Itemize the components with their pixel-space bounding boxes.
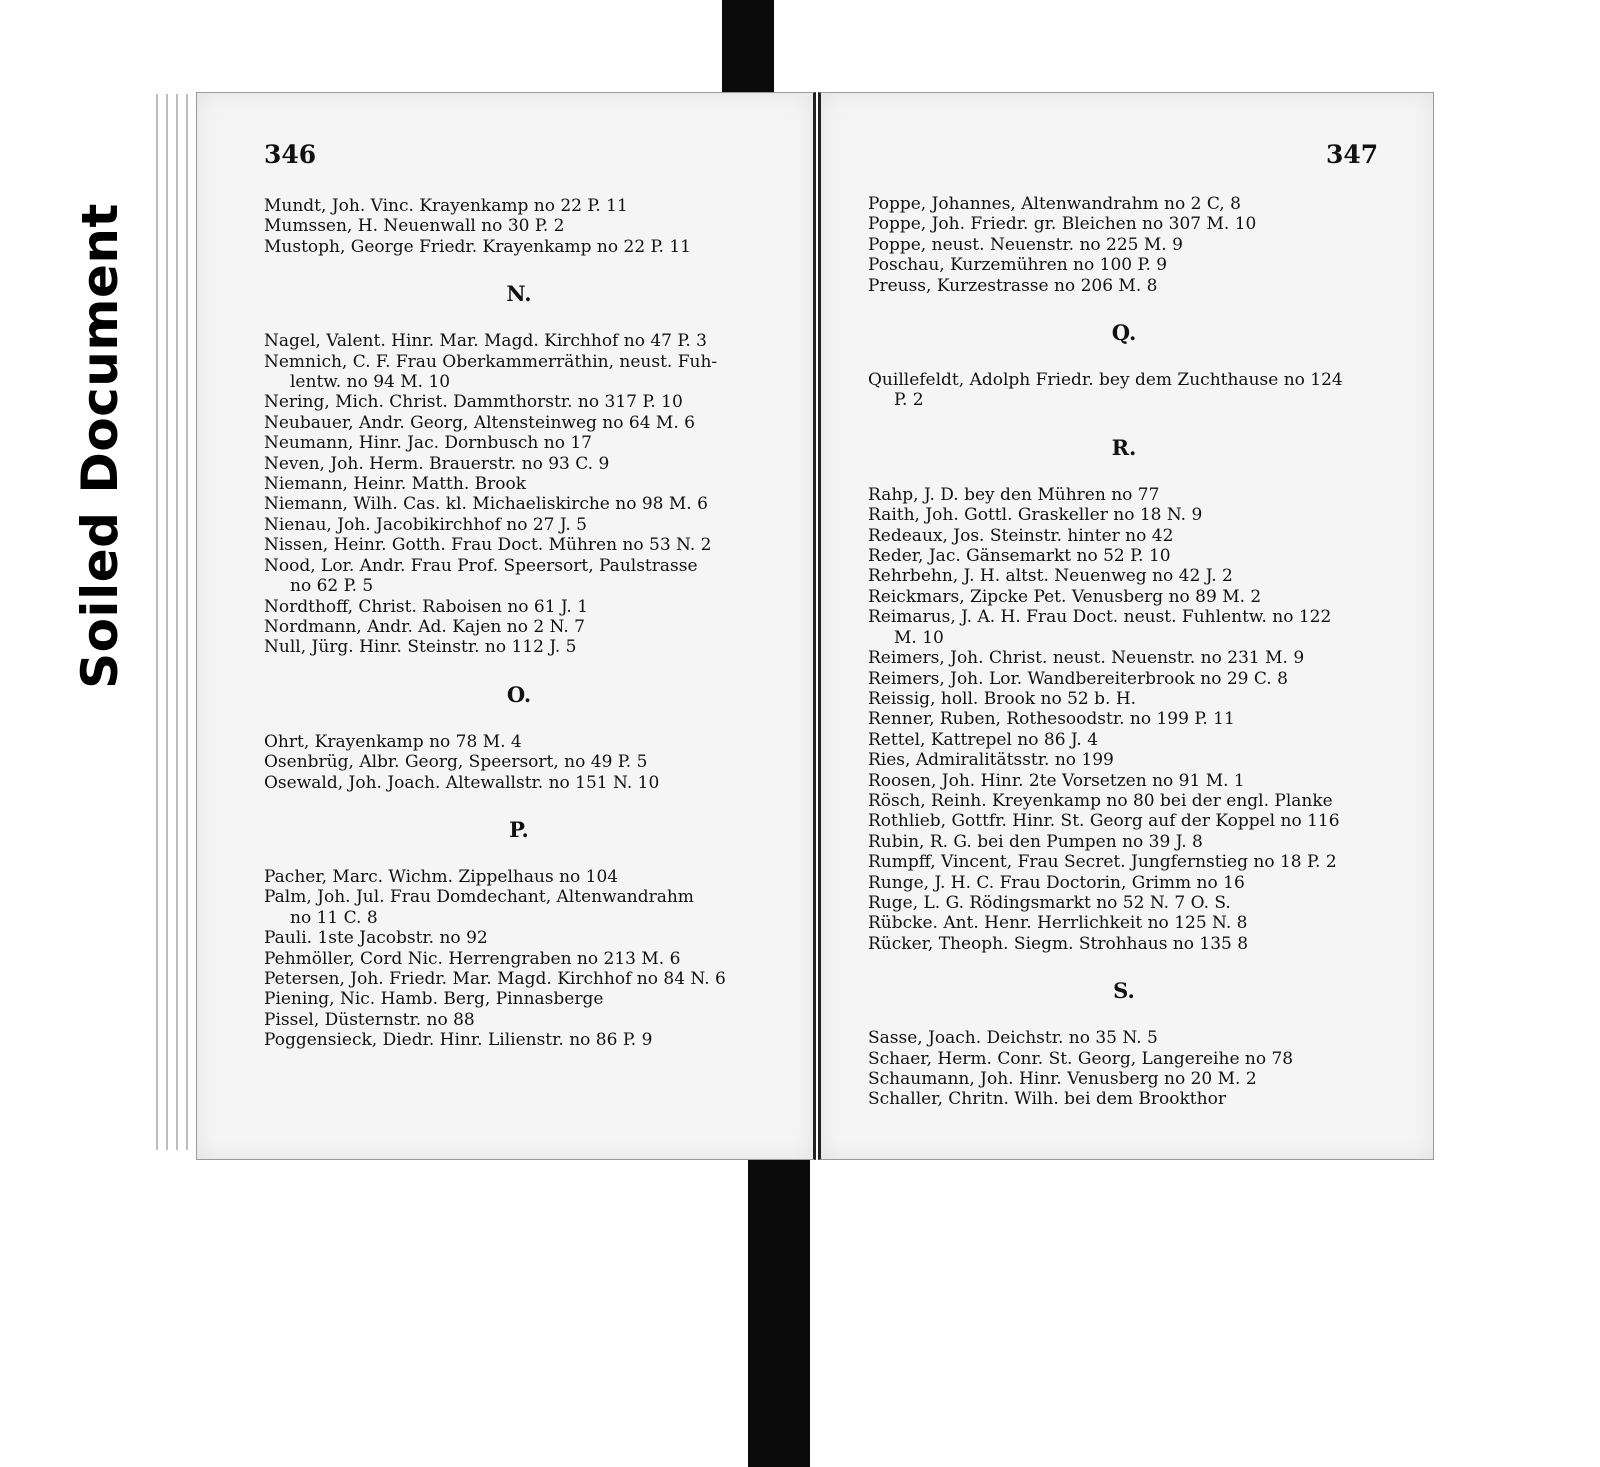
directory-entry <box>868 566 1380 586</box>
entry-text: Nagel, Valent. Hinr. Mar. Magd. Kirchhof no 47 P. 3 <box>264 331 707 352</box>
entry-text: Preuss, Kurzestrasse no 206 M. 8 <box>868 275 1158 296</box>
entry-text: Nienau, Joh. Jacobikirchhof no 27 J. 5 <box>264 514 587 535</box>
entry-continuation: lentw. no 94 M. 10 <box>290 372 451 393</box>
directory-entry <box>264 732 774 752</box>
directory-entry <box>868 255 1380 275</box>
directory-entry <box>868 811 1380 831</box>
entry-text: Rücker, Theoph. Siegm. Strohhaus no 135 8 <box>868 933 1249 954</box>
directory-entry <box>264 556 774 597</box>
entry-text: Schaer, Herm. Conr. St. Georg, Langereihe no 78 <box>868 1048 1294 1069</box>
directory-entry <box>264 752 774 772</box>
entry-text: Pacher, Marc. Wichm. Zippelhaus no 104 <box>264 866 619 887</box>
entry-continuation: no 11 C. 8 <box>290 907 378 928</box>
entry-text: Neumann, Hinr. Jac. Dornbusch no 17 <box>264 433 592 454</box>
entry-text: Quillefeldt, Adolph Friedr. bey dem Zuchthause no 124 <box>868 370 1343 391</box>
directory-entry <box>264 454 774 474</box>
directory-entry <box>868 709 1380 729</box>
directory-entry <box>264 969 774 989</box>
directory-entry <box>264 494 774 514</box>
edge-line <box>176 94 178 1150</box>
directory-entry <box>868 1028 1380 1048</box>
entry-text: Mundt, Joh. Vinc. Krayenkamp no 22 P. 11 <box>264 196 628 216</box>
directory-entry <box>264 216 774 236</box>
section-letter: S. <box>1113 978 1135 1004</box>
section-letter: O. <box>506 681 532 707</box>
book-page-edges <box>152 94 202 1150</box>
directory-entry <box>868 852 1380 872</box>
entry-text: Poppe, neust. Neuenstr. no 225 M. 9 <box>868 234 1183 255</box>
entry-text: Reickmars, Zipcke Pet. Venusberg no 89 M. 2 <box>868 586 1262 607</box>
directory-entry <box>264 989 774 1009</box>
entry-text: Rettel, Kattrepel no 86 J. 4 <box>868 729 1099 750</box>
entry-continuation: P. 2 <box>894 390 924 411</box>
entry-text: Schaller, Chritn. Wilh. bei dem Brookthor <box>868 1089 1226 1110</box>
entry-text: Rösch, Reinh. Kreyenkamp no 80 bei der engl. Planke <box>868 790 1333 811</box>
directory-entry <box>264 887 774 928</box>
directory-entry <box>868 689 1380 709</box>
entry-text: Sasse, Joach. Deichstr. no 35 N. 5 <box>868 1028 1158 1049</box>
directory-entry <box>264 949 774 969</box>
entry-text: Nood, Lor. Andr. Frau Prof. Speersort, Paulstrasse <box>264 555 698 576</box>
entry-text: Rubin, R. G. bei den Pumpen no 39 J. 8 <box>868 831 1203 852</box>
directory-entry <box>868 526 1380 546</box>
directory-entry <box>868 771 1380 791</box>
directory-entry <box>264 237 774 257</box>
directory-entry <box>868 214 1380 234</box>
directory-entry <box>868 1089 1380 1109</box>
directory-entry <box>868 648 1380 668</box>
entry-text: Schaumann, Joh. Hinr. Venusberg no 20 M. 2 <box>868 1069 1257 1089</box>
section-letter: P. <box>509 816 529 842</box>
entry-text: Ruge, L. G. Rödingsmarkt no 52 N. 7 O. S. <box>868 892 1231 913</box>
right-page-directory <box>868 194 1380 1110</box>
entry-text: Poschau, Kurzemühren no 100 P. 9 <box>868 255 1168 276</box>
entry-text: Piening, Nic. Hamb. Berg, Pinnasberge <box>264 989 604 1010</box>
left-page-number: 346 <box>264 140 317 169</box>
directory-entry <box>868 730 1380 750</box>
directory-entry <box>264 1030 774 1050</box>
entry-text: Roosen, Joh. Hinr. 2te Vorsetzen no 91 M. 1 <box>868 770 1245 791</box>
directory-entry <box>264 392 774 412</box>
soiled-document-stamp <box>46 186 154 706</box>
directory-entry <box>264 474 774 494</box>
directory-entry <box>868 370 1380 411</box>
directory-entry <box>868 587 1380 607</box>
directory-entry <box>868 485 1380 505</box>
directory-entry <box>264 617 774 637</box>
directory-entry <box>264 352 774 393</box>
entry-text: Mumssen, H. Neuenwall no 30 P. 2 <box>264 216 565 237</box>
directory-entry <box>868 913 1380 933</box>
entry-text: Nissen, Heinr. Gotth. Frau Doct. Mühren no 53 N. 2 <box>264 535 712 556</box>
directory-entry <box>868 1049 1380 1069</box>
entry-text: Niemann, Heinr. Matth. Brook <box>264 474 527 495</box>
entry-text: Nordmann, Andr. Ad. Kajen no 2 N. 7 <box>264 616 585 637</box>
directory-entry <box>868 194 1380 214</box>
entry-text: Rehrbehn, J. H. altst. Neuenweg no 42 J. 2 <box>868 566 1233 587</box>
entry-text: Renner, Ruben, Rothesoodstr. no 199 P. 11 <box>868 709 1235 730</box>
entry-text: Reimers, Joh. Christ. neust. Neuenstr. no 231 M. 9 <box>868 648 1305 669</box>
entry-text: Pissel, Düsternstr. no 88 <box>264 1009 475 1030</box>
left-page-directory <box>264 196 774 1051</box>
directory-entry <box>868 1069 1380 1089</box>
directory-entry <box>264 773 774 793</box>
entry-text: Redeaux, Jos. Steinstr. hinter no 42 <box>868 525 1174 546</box>
directory-entry <box>868 750 1380 770</box>
entry-text: Rumpff, Vincent, Frau Secret. Jungfernstieg no 18 P. 2 <box>868 852 1337 873</box>
entry-text: Ohrt, Krayenkamp no 78 M. 4 <box>264 731 522 752</box>
entry-text: Reissig, holl. Brook no 52 b. H. <box>868 688 1137 709</box>
entry-text: Niemann, Wilh. Cas. kl. Michaeliskirche no 98 M. 6 <box>264 494 708 515</box>
edge-line <box>166 94 168 1150</box>
directory-entry <box>264 433 774 453</box>
directory-entry <box>868 546 1380 566</box>
entry-text: Poppe, Joh. Friedr. gr. Bleichen no 307 M. 10 <box>868 214 1257 235</box>
entry-text: Osenbrüg, Albr. Georg, Speersort, no 49 P. 5 <box>264 752 648 773</box>
directory-entry <box>264 637 774 657</box>
directory-entry <box>264 928 774 948</box>
edge-line <box>186 94 188 1150</box>
entry-text: Null, Jürg. Hinr. Steinstr. no 112 J. 5 <box>264 637 577 658</box>
directory-entry <box>264 196 774 216</box>
entry-text: Neubauer, Andr. Georg, Altensteinweg no 64 M. 6 <box>264 412 695 433</box>
directory-entry <box>264 331 774 351</box>
directory-entry <box>868 607 1380 648</box>
entry-text: Petersen, Joh. Friedr. Mar. Magd. Kirchhof no 84 N. 6 <box>264 968 726 989</box>
entry-text: Poggensieck, Diedr. Hinr. Lilienstr. no 86 P. 9 <box>264 1030 653 1051</box>
entry-text: Rübcke. Ant. Henr. Herrlichkeit no 125 N. 8 <box>868 913 1248 934</box>
directory-entry <box>264 1010 774 1030</box>
directory-entry <box>868 791 1380 811</box>
directory-entry <box>868 832 1380 852</box>
entry-continuation: M. 10 <box>894 627 944 648</box>
entry-text: Palm, Joh. Jul. Frau Domdechant, Altenwandrahm <box>264 887 694 908</box>
directory-entry <box>264 515 774 535</box>
directory-entry <box>868 873 1380 893</box>
stamp-text: Soiled Document <box>71 203 130 689</box>
right-page-number: 347 <box>1326 140 1379 169</box>
entry-text: Pauli. 1ste Jacobstr. no 92 <box>264 928 488 949</box>
directory-entry <box>868 934 1380 954</box>
section-letter: R. <box>1111 434 1137 460</box>
entry-text: Reimers, Joh. Lor. Wandbereiterbrook no 29 C. 8 <box>868 668 1288 689</box>
entry-text: Osewald, Joh. Joach. Altewallstr. no 151 N. 10 <box>264 772 660 793</box>
entry-text: Rothlieb, Gottfr. Hinr. St. Georg auf der Koppel no 116 <box>868 811 1340 832</box>
directory-entry <box>868 893 1380 913</box>
section-letter: N. <box>506 281 532 307</box>
directory-entry <box>264 535 774 555</box>
entry-text: Reimarus, J. A. H. Frau Doct. neust. Fuhlentw. no 122 <box>868 607 1332 628</box>
entry-continuation: no 62 P. 5 <box>290 576 374 597</box>
entry-text: Reder, Jac. Gänsemarkt no 52 P. 10 <box>868 546 1171 567</box>
entry-text: Neven, Joh. Herm. Brauerstr. no 93 C. 9 <box>264 453 610 474</box>
directory-entry <box>264 597 774 617</box>
edge-line <box>156 94 158 1150</box>
directory-entry <box>868 235 1380 255</box>
entry-text: Mustoph, George Friedr. Krayenkamp no 22 P. 11 <box>264 236 691 257</box>
entry-text: Rahp, J. D. bey den Mühren no 77 <box>868 484 1160 505</box>
directory-entry <box>264 867 774 887</box>
entry-text: Nordthoff, Christ. Raboisen no 61 J. 1 <box>264 596 589 617</box>
binding-strap-bottom <box>748 1160 810 1467</box>
entry-text: Poppe, Johannes, Altenwandrahm no 2 C, 8 <box>868 194 1241 214</box>
entry-text: Raith, Joh. Gottl. Graskeller no 18 N. 9 <box>868 505 1203 526</box>
directory-entry <box>868 669 1380 689</box>
entry-text: Ries, Admiralitätsstr. no 199 <box>868 750 1114 771</box>
directory-entry <box>868 505 1380 525</box>
entry-text: Nemnich, C. F. Frau Oberkammerräthin, neust. Fuh- <box>264 351 718 372</box>
directory-entry <box>868 276 1380 296</box>
directory-entry <box>264 413 774 433</box>
entry-text: Runge, J. H. C. Frau Doctorin, Grimm no 16 <box>868 872 1245 893</box>
entry-text: Nering, Mich. Christ. Dammthorstr. no 317 P. 10 <box>264 392 683 413</box>
entry-text: Pehmöller, Cord Nic. Herrengraben no 213 M. 6 <box>264 948 681 969</box>
section-letter: Q. <box>1111 320 1137 346</box>
